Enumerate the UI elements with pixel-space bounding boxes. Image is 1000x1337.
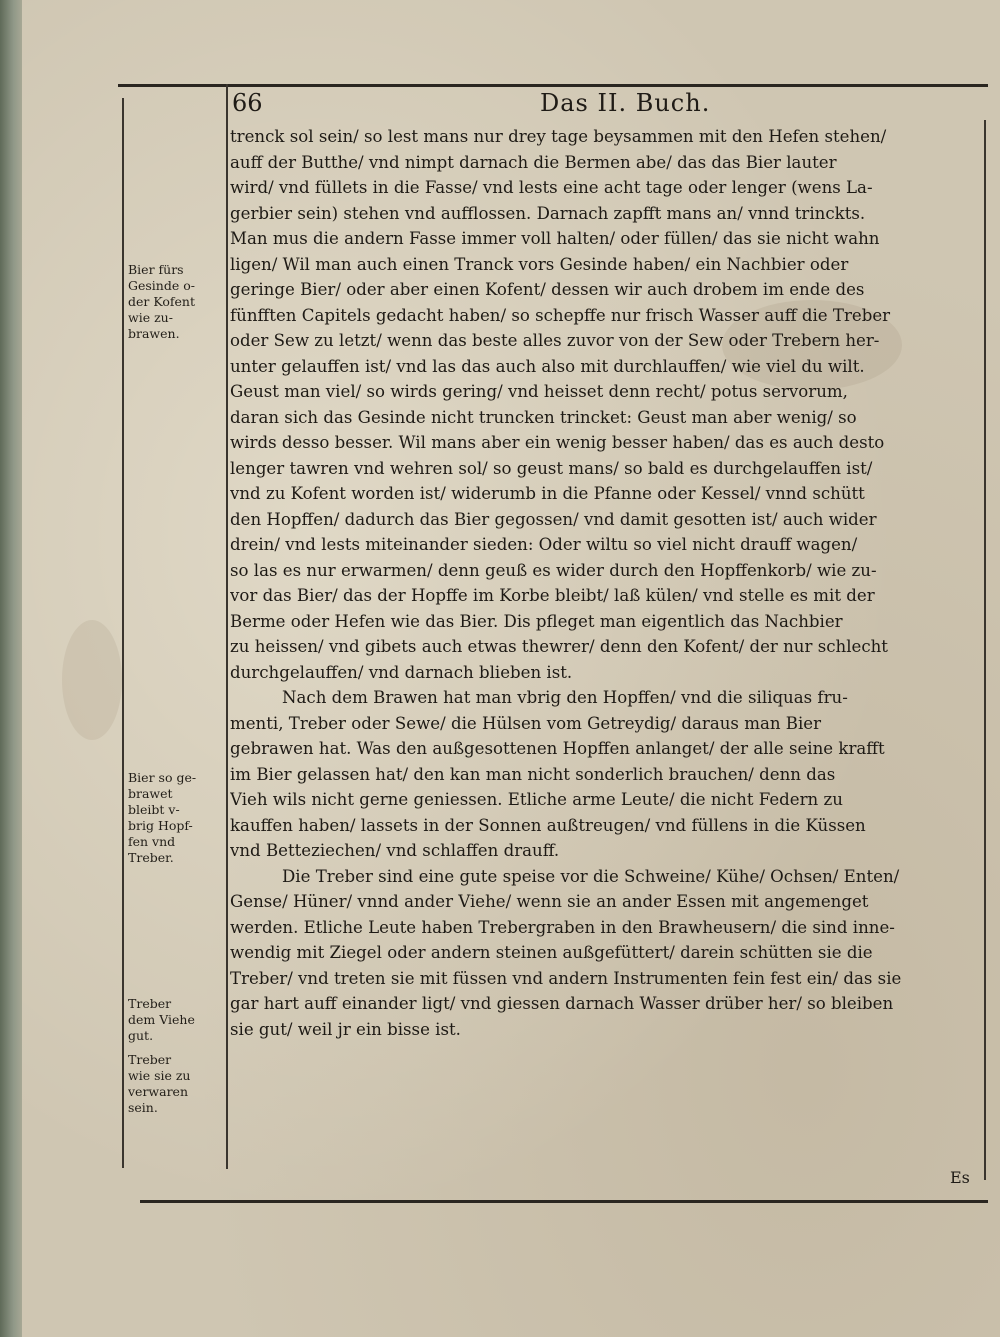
text-line: lenger tawren vnd wehren sol/ so geust mans/ so bald es durchgelauffen ist/	[230, 458, 873, 478]
text-line: Geust man viel/ so wirds gering/ vnd heisset denn recht/ potus servorum,	[230, 382, 848, 401]
margin-frame-line	[122, 98, 124, 1168]
margin-note-4	[128, 1052, 224, 1116]
text-line: den Hopffen/ dadurch das Bier gegossen/ vnd damit gesotten ist/ auch wider	[230, 509, 877, 529]
footer-rule	[140, 1200, 988, 1203]
margin-note-line: brawen.	[128, 326, 180, 341]
text-line: gar hart auff einander ligt/ vnd giessen darnach Wasser drüber her/ so bleiben	[230, 994, 894, 1013]
margin-note-line: gut.	[128, 1028, 154, 1043]
right-frame-line	[984, 120, 986, 1180]
catchword: Es	[950, 1168, 970, 1187]
text-line: unter gelauffen ist/ vnd las das auch also mit durchlauffen/ wie viel du wilt.	[230, 356, 865, 376]
text-line: vnd Betteziechen/ vnd schlaffen drauff.	[230, 841, 560, 860]
text-line: gerbier sein) stehen vnd aufflossen. Darnach zapfft mans an/ vnnd trinckts.	[230, 203, 866, 223]
margin-note-line: wie zu-	[128, 310, 173, 325]
text-line: geringe Bier/ oder aber einen Kofent/ dessen wir auch drobem im ende des	[230, 280, 865, 299]
text-line: durchgelauffen/ vnd darnach blieben ist.	[230, 662, 573, 682]
text-line: gebrawen hat. Was den außgesottenen Hopffen anlanget/ der alle seine krafft	[230, 739, 885, 758]
text-line: daran sich das Gesinde nicht truncken trincket: Geust man aber wenig/ so	[230, 407, 857, 427]
margin-note-line: Gesinde o-	[128, 278, 195, 293]
margin-note-line: verwaren	[128, 1084, 189, 1099]
text-line: Nach dem Brawen hat man vbrig den Hopffen/ vnd die siliquas fru-	[282, 688, 848, 707]
text-line: Treber/ vnd treten sie mit füssen vnd andern Instrumenten fein fest ein/ das sie	[230, 968, 902, 988]
paper-stain	[62, 620, 122, 740]
text-line: sie gut/ weil jr ein bisse ist.	[230, 1019, 461, 1039]
margin-note-line: dem Viehe	[128, 1012, 195, 1027]
text-line: menti, Treber oder Sewe/ die Hülsen vom Getreydig/ daraus man Bier	[230, 713, 822, 733]
main-text-block	[230, 124, 982, 1042]
margin-note-line: Bier so ge-	[128, 770, 197, 785]
text-line: wirds desso besser. Wil mans aber ein wenig besser haben/ das es auch desto	[230, 433, 885, 452]
text-line: Gense/ Hüner/ vnnd ander Viehe/ wenn sie an ander Essen mit angemenget	[230, 892, 869, 911]
text-line: ligen/ Wil man auch einen Tranck vors Gesinde haben/ ein Nachbier oder	[230, 254, 849, 274]
text-line: vnd zu Kofent worden ist/ widerumb in die Pfanne oder Kessel/ vnnd schütt	[230, 484, 865, 503]
text-line: fünfften Capitels gedacht haben/ so schepffe nur frisch Wasser auff die Treber	[230, 305, 891, 325]
text-frame-line	[226, 84, 228, 1169]
margin-note-line: fen vnd	[128, 834, 176, 849]
text-line: wendig mit Ziegel oder andern steinen außgefüttert/ darein schütten sie die	[230, 943, 873, 962]
text-line: Vieh wils nicht gerne geniessen. Etliche arme Leute/ die nicht Federn zu	[230, 790, 843, 809]
text-line: wird/ vnd füllets in die Fasse/ vnd lests eine acht tage oder lenger (wens La-	[230, 178, 873, 197]
margin-note-line: Bier fürs	[128, 262, 184, 277]
text-line: kauffen haben/ lassets in der Sonnen außtreugen/ vnd füllens in die Küssen	[230, 815, 866, 835]
text-line: drein/ vnd lests miteinander sieden: Oder wiltu so viel nicht drauff wagen/	[230, 535, 858, 554]
page-number: 66	[232, 89, 263, 117]
margin-note-line: Treber	[128, 996, 172, 1011]
margin-note-line: bleibt v-	[128, 802, 180, 817]
margin-note-line: Treber	[128, 1052, 172, 1067]
text-line: Die Treber sind eine gute speise vor die Schweine/ Kühe/ Ochsen/ Enten/	[282, 866, 900, 886]
text-line: Berme oder Hefen wie das Bier. Dis pfleget man eigentlich das Nachbier	[230, 611, 843, 631]
text-line: im Bier gelassen hat/ den kan man nicht sonderlich brauchen/ denn das	[230, 764, 836, 784]
book-binding-edge	[0, 0, 22, 1337]
margin-note-3	[128, 996, 224, 1044]
margin-note-1	[128, 262, 224, 342]
margin-note-line: brig Hopf-	[128, 818, 193, 833]
text-line: werden. Etliche Leute haben Trebergraben in den Brawheusern/ die sind inne-	[230, 917, 895, 937]
text-line: trenck sol sein/ so lest mans nur drey tage beysammen mit den Hefen stehen/	[230, 127, 887, 146]
margin-note-line: Treber.	[128, 850, 174, 865]
text-line: auff der Butthe/ vnd nimpt darnach die Bermen abe/ das das Bier lauter	[230, 152, 837, 172]
text-line: Man mus die andern Fasse immer voll halten/ oder füllen/ das sie nicht wahn	[230, 229, 880, 248]
text-line: vor das Bier/ das der Hopffe im Korbe bleibt/ laß külen/ vnd stelle es mit der	[230, 586, 875, 605]
margin-note-line: wie sie zu	[128, 1068, 191, 1083]
margin-note-line: der Kofent	[128, 294, 195, 309]
margin-note-line: brawet	[128, 786, 173, 801]
running-head: Das II. Buch.	[540, 89, 711, 117]
margin-note-line: sein.	[128, 1100, 158, 1115]
margin-note-2	[128, 770, 224, 866]
text-line: zu heissen/ vnd gibets auch etwas thewrer/ denn den Kofent/ der nur schlecht	[230, 637, 888, 656]
page-header	[232, 86, 972, 120]
text-line: so las es nur erwarmen/ denn geuß es wider durch den Hopffenkorb/ wie zu-	[230, 560, 877, 580]
text-line: oder Sew zu letzt/ wenn das beste alles zuvor von der Sew oder Trebern her-	[230, 331, 880, 350]
